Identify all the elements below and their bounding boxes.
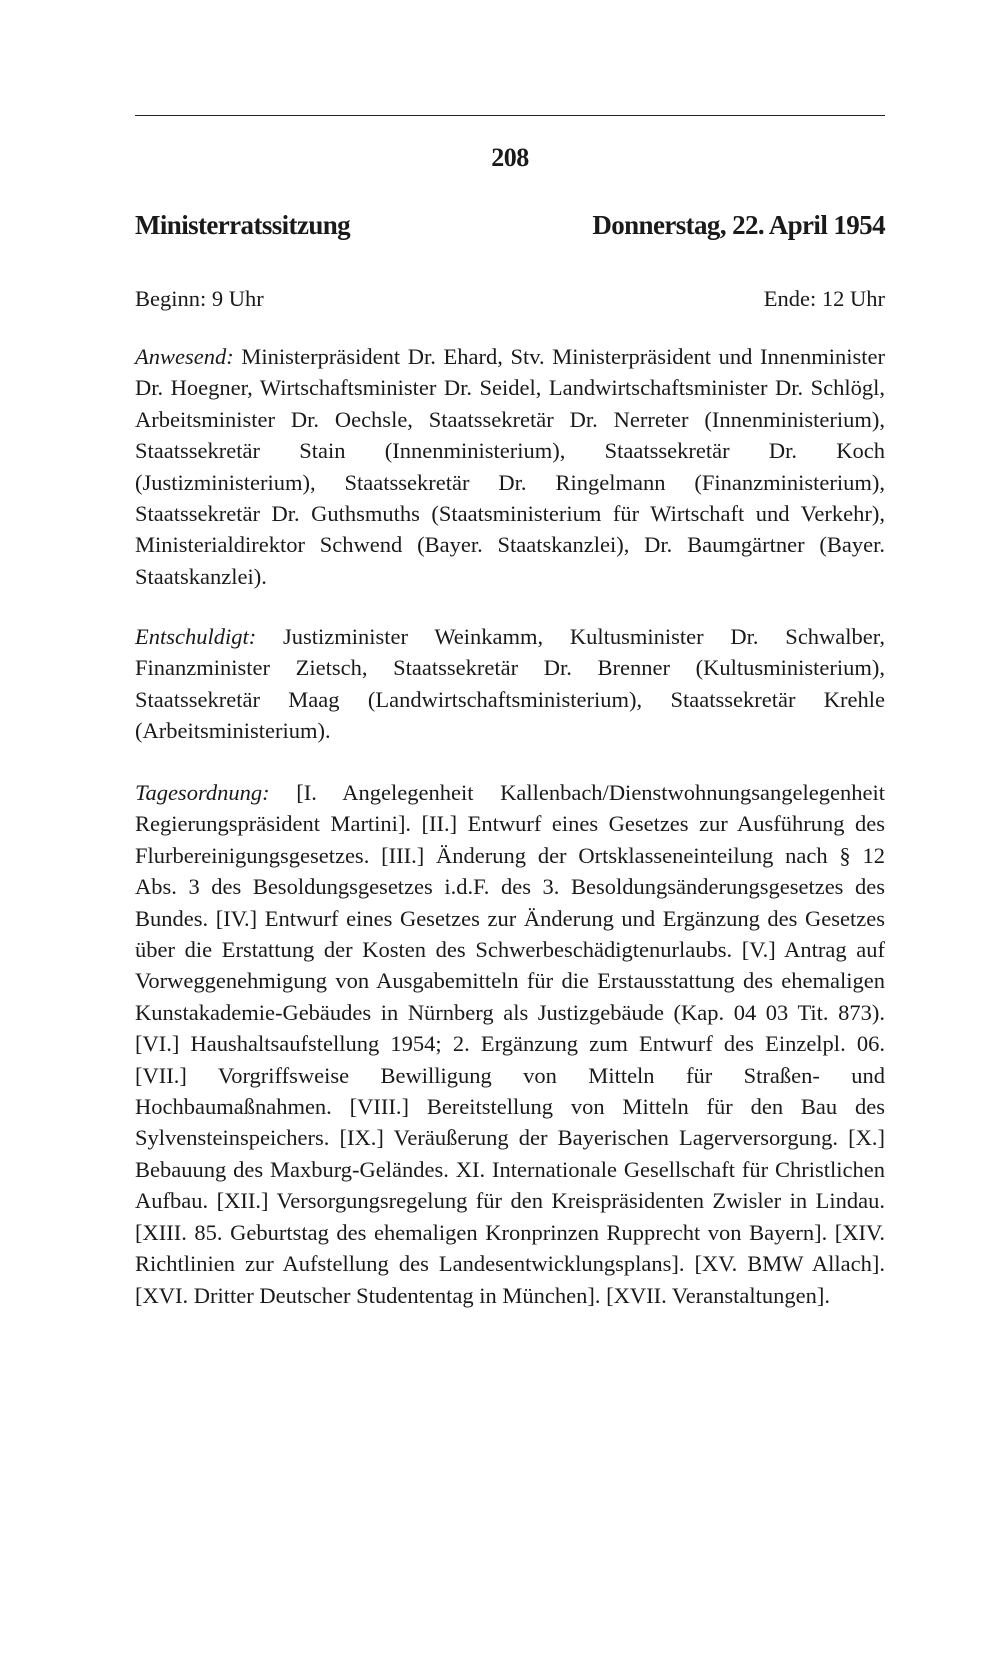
end-time: Ende: 12 Uhr <box>763 286 885 311</box>
session-heading <box>135 210 885 241</box>
excused-text: Justizminister Weinkamm, Kultusminister Dr. Schwalber, Finanzminister Zietsch, Staatssekretär Dr. Brenner (Kultusministerium), Staatssekretär Maag (Landwirtschaftsministerium), Staatssekretär Krehle (Arbeitsministerium). <box>135 624 885 744</box>
agenda-text: [I. Angelegenheit Kallenbach/Dienstwohnungsangelegenheit Regierungspräsident Martini]. [II.] Entwurf eines Gesetzes zur Ausführung des Flurbereinigungsgesetzes. [III.] Änderung der Ortsklasseneinteilung nach § 12 Abs. 3 des Besoldungsgesetzes i.d.F. des 3. Besoldungsänderungsgesetzes des Bundes. [IV.] Entwurf eines Gesetzes zur Änderung und Ergänzung des Gesetzes über die Erstattung der Kosten des Schwerbeschädigtenurlaubs. [V.] Antrag auf Vorweggenehmigung von Ausgabemitteln für die Erstausstattung des ehemaligen Kunstakademie-Gebäudes in Nürnberg als Justizgebäude (Kap. 04 03 Tit. 873). [VI.] Haushaltsaufstellung 1954; 2. Ergänzung zum Entwurf des Einzelpl. 06. [VII.] Vorgriffsweise Bewilligung von Mitteln für Straßen- und Hochbaumaßnahmen. [VIII.] Bereitstellung von Mitteln für den Bau des Sylvensteinspeichers. [IX.] Veräußerung der Bayerischen Lagerversorgung. [X.] Bebauung des Maxburg-Geländes. XI. Internationale Gesellschaft für Christlichen Aufbau. [XII.] Versorgungsregelung für den Kreispräsidenten Zwisler in Lindau. [XIII. 85. Geburtstag des ehemaligen Kronprinzen Rupprecht von Bayern]. [XIV. Richtlinien zur Aufstellung des Landesentwicklungsplans]. [XV. BMW Allach]. [XVI. Dritter Deutscher Studententag in München]. [XVII. Veranstaltungen]. <box>135 780 885 1308</box>
session-date: Donnerstag, 22. April 1954 <box>592 210 885 240</box>
attendees-label: Anwesend: <box>135 344 234 369</box>
session-title: Ministerratssitzung <box>135 210 351 240</box>
attendees-text: Ministerpräsident Dr. Ehard, Stv. Ministerpräsident und Innenminister Dr. Hoegner, Wirtschaftsminister Dr. Seidel, Landwirtschaftsminister Dr. Schlögl, Arbeitsminister Dr. Oechsle, Staatssekretär Dr. Nerreter (Innenministerium), Staatssekretär Stain (Innenministerium), Staatssekretär Dr. Koch (Justizministerium), Staatssekretär Dr. Ringelmann (Finanzministerium), Staatssekretär Dr. Guthsmuths (Staatsministerium für Wirtschaft und Verkehr), Ministerialdirektor Schwend (Bayer. Staatskanzlei), Dr. Baumgärtner (Bayer. Staatskanzlei). <box>135 344 885 589</box>
agenda-label: Tagesordnung: <box>135 780 270 805</box>
agenda-paragraph <box>135 777 885 1311</box>
session-times <box>135 286 885 312</box>
header-rule <box>135 115 885 116</box>
excused-label: Entschuldigt: <box>135 624 257 649</box>
page-number: 208 <box>491 143 529 172</box>
excused-paragraph <box>135 621 885 747</box>
begin-time: Beginn: 9 Uhr <box>135 286 264 311</box>
attendees-paragraph <box>135 341 885 592</box>
